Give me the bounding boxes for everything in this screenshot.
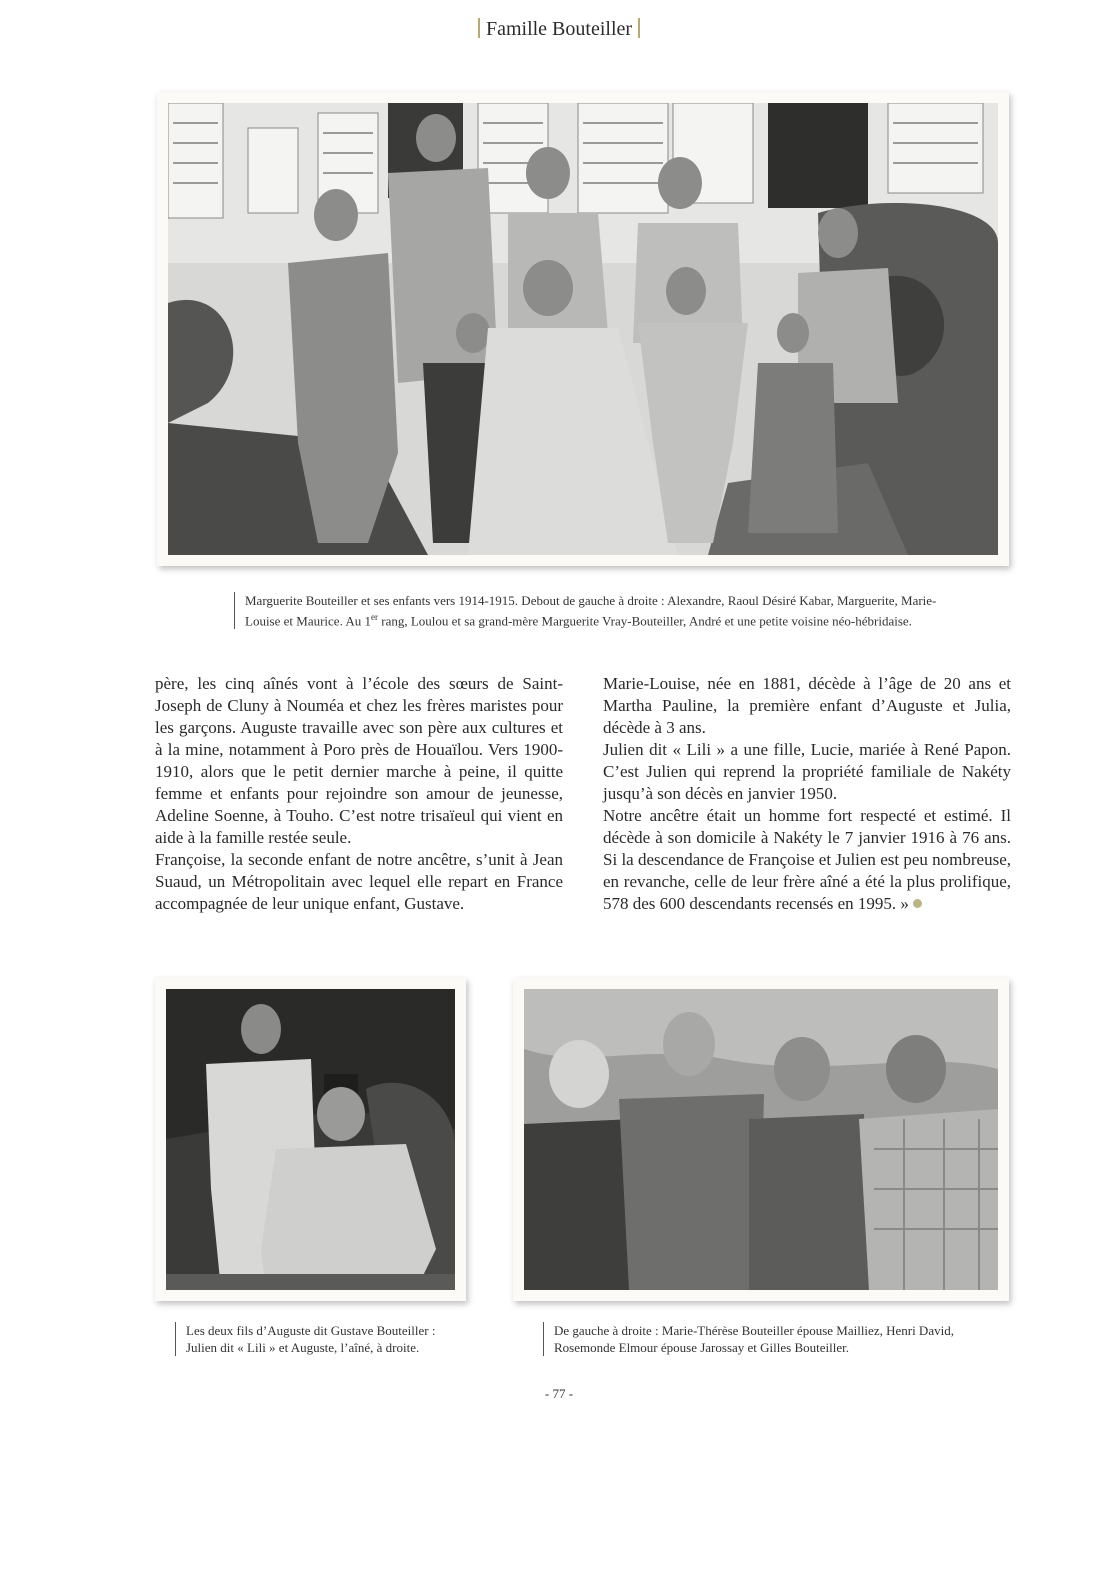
bottom-left-caption-line-1: Les deux fils d’Auguste dit Gustave Bouteiller : bbox=[186, 1323, 436, 1338]
top-caption-line-1: Marguerite Bouteiller et ses enfants vers 1914-1915. Debout de gauche à droite : Alexandre, Raoul Désiré Kabar, Marguerite, Marie- bbox=[245, 593, 937, 608]
page-number: - 77 - bbox=[544, 1386, 574, 1401]
right-paragraph-2: Julien dit « Lili » a une fille, Lucie, mariée à René Papon. C’est Julien qui reprend la propriété familiale de Nakéty jusqu’à son décès en janvier 1950. bbox=[603, 740, 1011, 803]
bottom-right-caption-line-2: Rosemonde Elmour épouse Jarossay et Gilles Bouteiller. bbox=[554, 1340, 849, 1355]
descendants-photo bbox=[524, 989, 998, 1290]
brothers-photo bbox=[166, 989, 455, 1290]
family-photo-1914 bbox=[168, 103, 998, 555]
running-header bbox=[0, 18, 1118, 41]
top-caption-line-2-end: rang, Loulou et sa grand-mère Marguerite Vray-Bouteiller, André et une petite voisine néo-hébridaise. bbox=[378, 613, 912, 629]
bottom-right-caption-line-1: De gauche à droite : Marie-Thérèse Bouteiller épouse Mailliez, Henri David, bbox=[554, 1323, 954, 1338]
bottom-left-caption-line-2: Julien dit « Lili » et Auguste, l’aîné, à droite. bbox=[186, 1340, 420, 1355]
top-caption-line-2-start: Louise et Maurice. Au 1 bbox=[245, 613, 371, 629]
bottom-left-photo-frame bbox=[155, 978, 466, 1301]
end-of-article-dot bbox=[913, 899, 922, 908]
top-photo-caption bbox=[234, 592, 1025, 629]
header-rule-left bbox=[478, 18, 480, 38]
header-title: Famille Bouteiller bbox=[485, 18, 633, 40]
top-caption-superscript: er bbox=[371, 612, 378, 622]
bottom-right-photo-frame bbox=[513, 978, 1009, 1301]
text-column-left bbox=[155, 673, 563, 915]
bottom-left-caption bbox=[175, 1322, 486, 1356]
right-paragraph-3-text: Notre ancêtre était un homme fort respecté et estimé. Il décède à son domicile à Nakéty le 7 janvier 1916 à 76 ans. Si la descendance de Françoise et Julien est peu nombreuse, en revanche, celle de leur frère aîné a été la plus prolifique, 578 des 600 descendants recensés en 1995. » bbox=[603, 806, 1011, 913]
bottom-right-caption bbox=[543, 1322, 1024, 1356]
top-caption-line-2 bbox=[245, 609, 1025, 629]
right-paragraph-3 bbox=[603, 805, 1011, 915]
text-column-right bbox=[603, 673, 1011, 915]
brothers-photo-illustration bbox=[166, 989, 455, 1290]
right-paragraph-1: Marie-Louise, née en 1881, décède à l’âge de 20 ans et Martha Pauline, la première enfant d’Auguste et Julia, décède à 3 ans. bbox=[603, 674, 1011, 737]
family-photo-illustration bbox=[168, 103, 998, 555]
top-photo-frame bbox=[157, 92, 1009, 566]
left-paragraph-1: père, les cinq aînés vont à l’école des sœurs de Saint-Joseph de Cluny à Nouméa et chez les frères maristes pour les garçons. Auguste travaille avec son père aux cultures et à la mine, notamment à Poro près de Houaïlou. Vers 1900-1910, alors que le petit dernier marche à peine, il quitte femme et enfants pour rejoindre son amour de jeunesse, Adeline Soenne, à Touho. C’est notre trisaïeul qui vient en aide à la famille restée seule. bbox=[155, 674, 563, 847]
descendants-photo-illustration bbox=[524, 989, 998, 1290]
header-rule-right bbox=[638, 18, 640, 38]
left-paragraph-2: Françoise, la seconde enfant de notre ancêtre, s’unit à Jean Suaud, un Métropolitain avec lequel elle repart en France accompagnée de leur unique enfant, Gustave. bbox=[155, 850, 563, 913]
